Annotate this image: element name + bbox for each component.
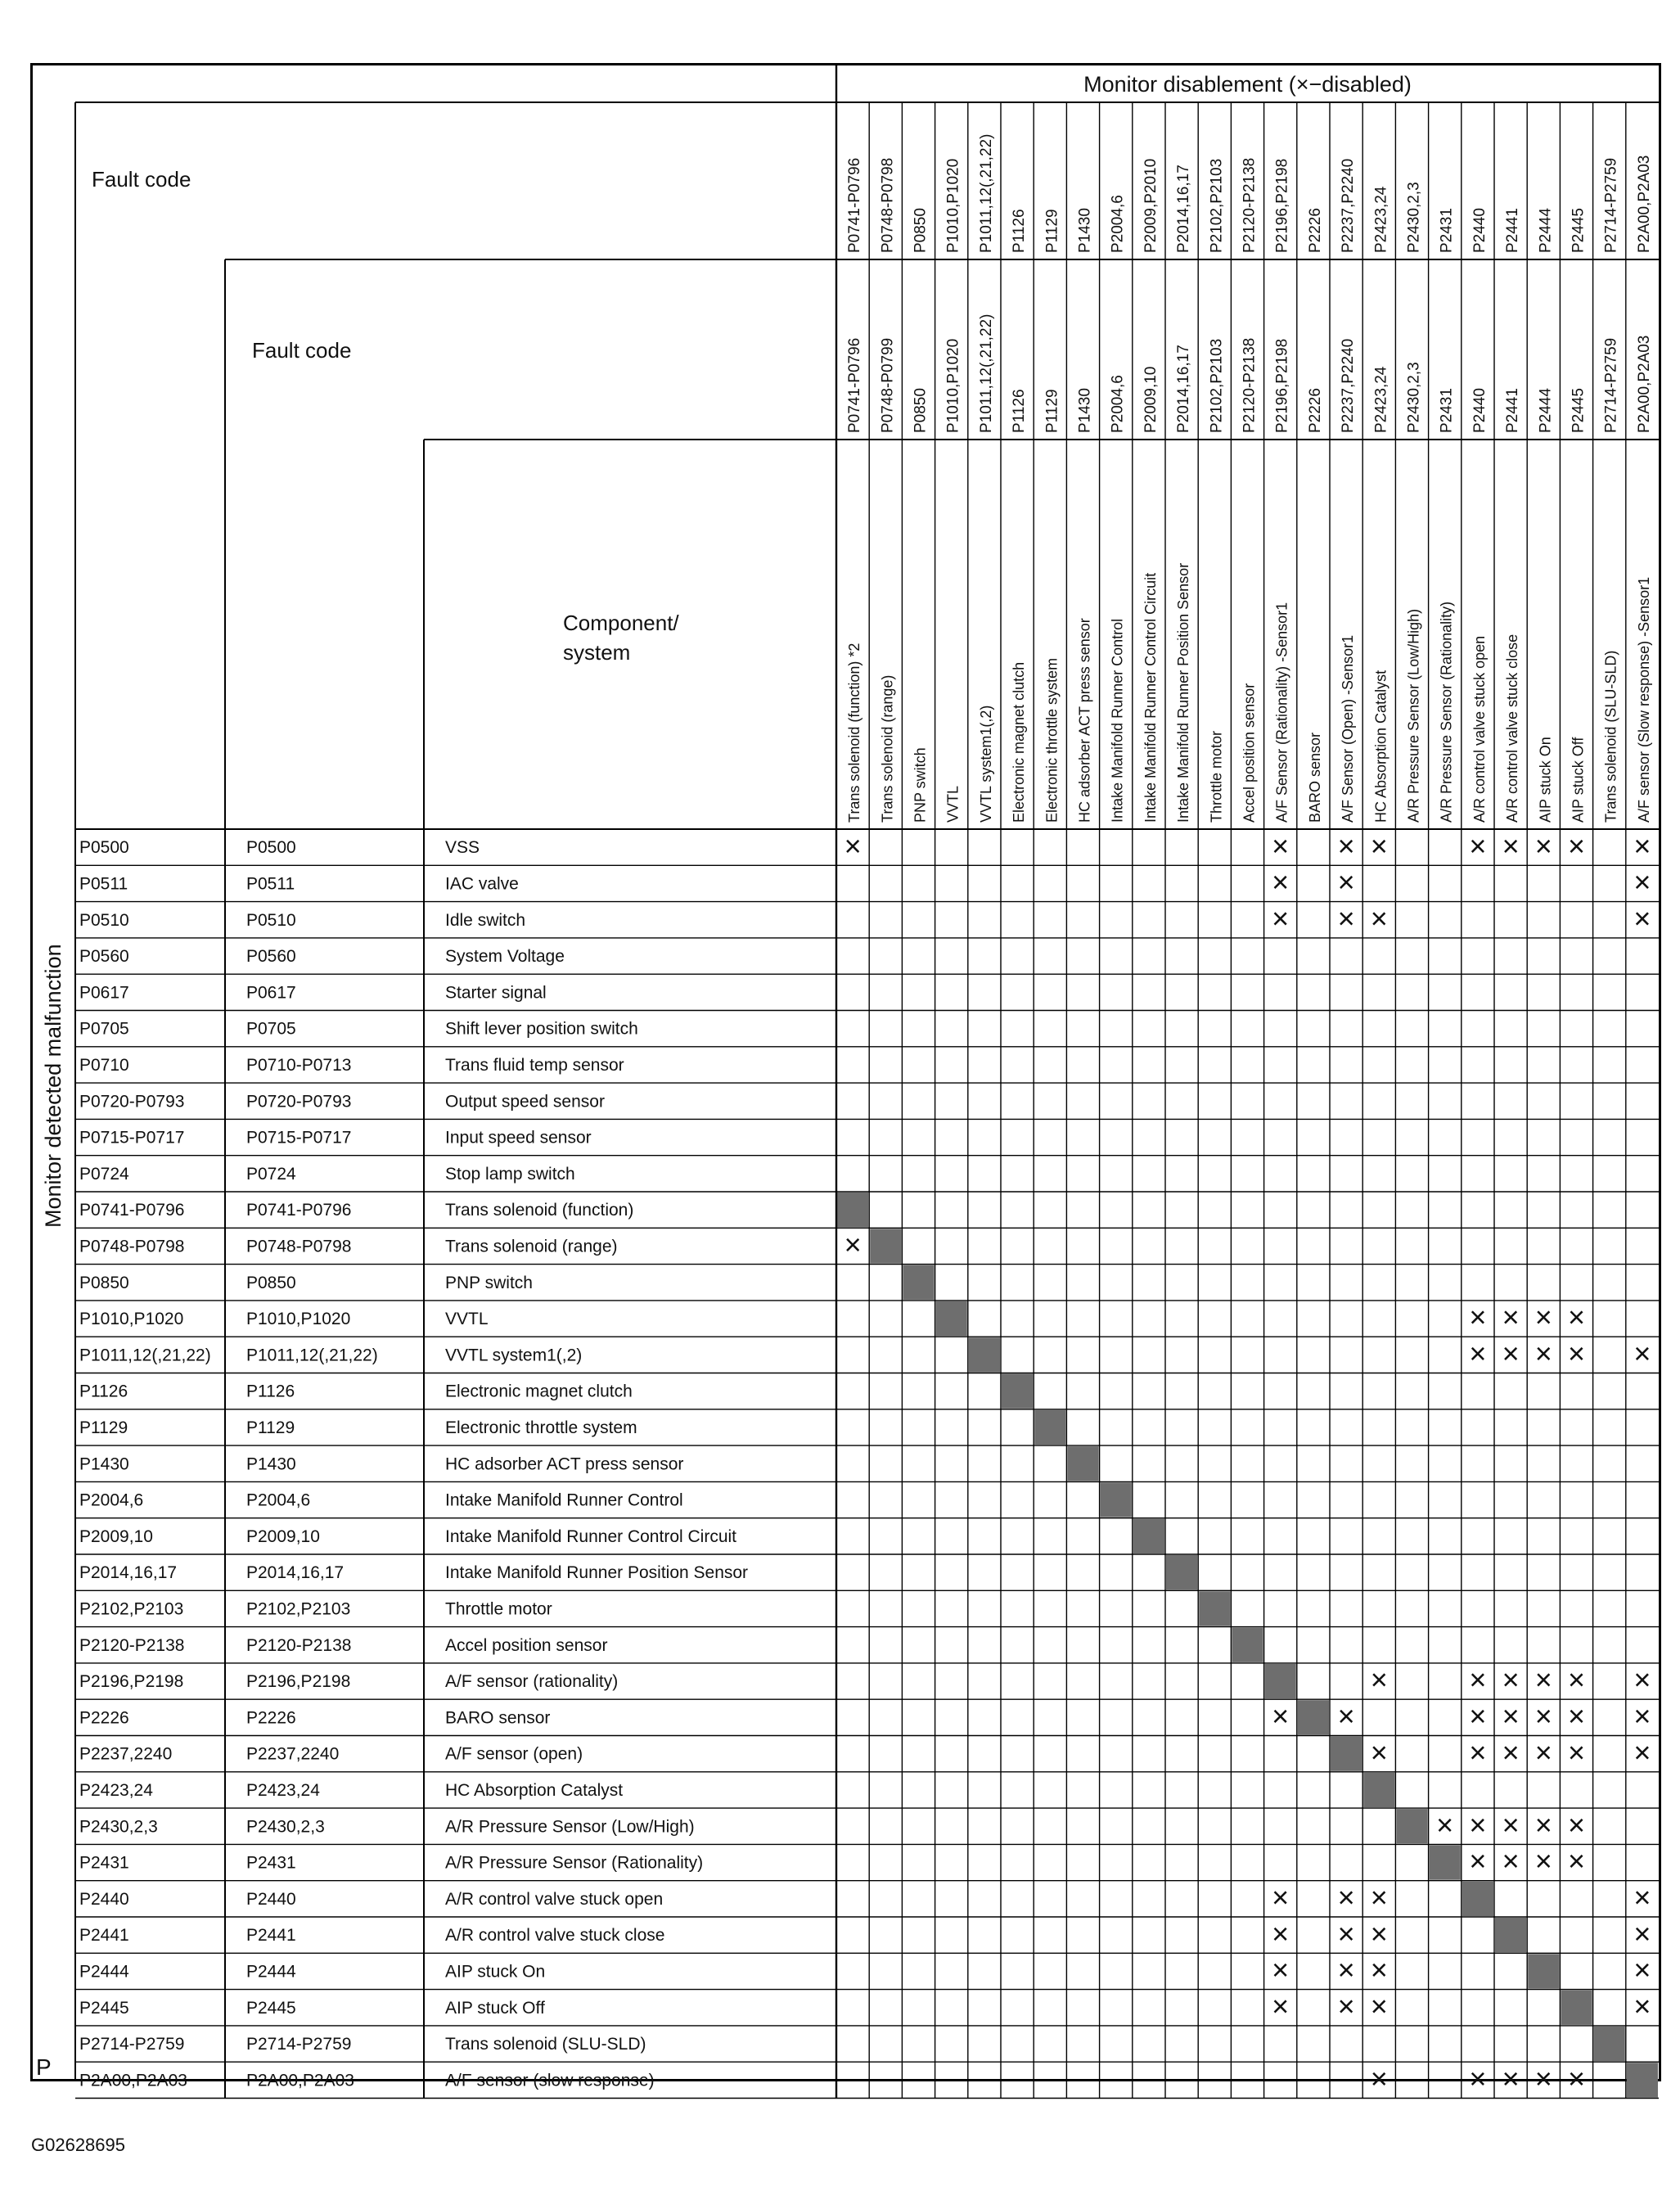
column-code-outer: P2423,24: [1372, 186, 1390, 253]
shaded-diagonal-cell: [1528, 1954, 1559, 1988]
shaded-diagonal-cell: [1331, 1737, 1362, 1771]
row-fault-code: P2102,P2103: [79, 1599, 184, 1619]
column-code-inner: P1129: [1043, 389, 1061, 433]
row-component: Input speed sensor: [445, 1128, 592, 1148]
shaded-diagonal-cell: [1495, 1918, 1526, 1952]
row-component: VSS: [445, 838, 480, 858]
column-code-inner: P1010,P1020: [944, 338, 962, 433]
fault-code-header-outer: Fault code: [92, 167, 191, 192]
disabled-mark: ×: [1502, 1300, 1520, 1334]
disabled-mark: ×: [1337, 828, 1355, 863]
row-component: A/F sensor (rationality): [445, 1672, 619, 1692]
disabled-mark: ×: [1534, 1336, 1552, 1370]
column-component-label: Trans solenoid (range): [879, 674, 896, 823]
disabled-mark: ×: [1272, 828, 1290, 863]
disabled-mark: ×: [1469, 1807, 1487, 1842]
disabled-mark: ×: [1502, 1735, 1520, 1770]
row-fault-code-inner: P2004,6: [246, 1490, 311, 1510]
shaded-diagonal-cell: [1396, 1809, 1427, 1843]
row-fault-code-inner: P2430,2,3: [246, 1817, 325, 1837]
disabled-mark: ×: [1633, 1336, 1651, 1370]
disabled-mark: ×: [1502, 2061, 1520, 2095]
shaded-diagonal-cell: [1298, 1700, 1329, 1734]
shaded-diagonal-cell: [1430, 1845, 1461, 1879]
row-component: HC Absorption Catalyst: [445, 1781, 624, 1801]
row-fault-code-inner: P2009,10: [246, 1526, 320, 1546]
column-code-outer: P2441: [1504, 208, 1522, 253]
disabled-mark: ×: [1370, 1880, 1388, 1914]
row-component: IAC valve: [445, 874, 519, 894]
row-fault-code: P2441: [79, 1926, 129, 1946]
column-code-outer: P2A00,P2A03: [1635, 155, 1653, 253]
column-component-label: Electronic throttle system: [1043, 657, 1061, 823]
row-fault-code-inner: P2445: [246, 1998, 296, 2018]
row-component: HC adsorber ACT press sensor: [445, 1454, 684, 1474]
row-fault-code-inner: P2714-P2759: [246, 2035, 352, 2054]
disabled-mark: ×: [1534, 1735, 1552, 1770]
column-component-label: Accel position sensor: [1241, 683, 1258, 823]
column-code-inner: P2004,6: [1109, 375, 1127, 433]
column-code-outer: P2120-P2138: [1241, 157, 1259, 253]
figure-id: G02628695: [31, 2135, 125, 2155]
shaded-diagonal-cell: [837, 1193, 868, 1227]
disabled-mark: ×: [1567, 1807, 1586, 1842]
row-fault-code: P2004,6: [79, 1490, 144, 1510]
row-fault-code-inner: P0500: [246, 838, 296, 858]
row-fault-code-inner: P0850: [246, 1273, 296, 1292]
column-code-outer: P0741-P0796: [846, 157, 864, 253]
row-component: A/F sensor (slow response): [445, 2071, 655, 2090]
disabled-mark: ×: [1567, 1300, 1586, 1334]
column-code-inner: P2196,P2198: [1273, 338, 1291, 433]
row-component: A/R Pressure Sensor (Low/High): [445, 1817, 695, 1837]
disabled-mark: ×: [1567, 1735, 1586, 1770]
monitor-disablement-title: Monitor disablement (×−disabled): [1083, 72, 1412, 97]
column-component-label: Intake Manifold Runner Control: [1109, 618, 1126, 823]
disabled-mark: ×: [1370, 828, 1388, 863]
column-code-outer: P2431: [1438, 208, 1456, 253]
column-code-outer: P2102,P2103: [1208, 158, 1226, 253]
disabled-mark: ×: [1567, 1336, 1586, 1370]
disabled-mark: ×: [1633, 1698, 1651, 1733]
row-fault-code: P0617: [79, 983, 129, 1003]
disabled-mark: ×: [1337, 1989, 1355, 2023]
disabled-mark: ×: [1633, 865, 1651, 900]
row-fault-code-inner: P0617: [246, 983, 296, 1003]
column-code-inner: P2423,24: [1372, 366, 1390, 433]
row-fault-code: P2430,2,3: [79, 1817, 158, 1837]
column-code-inner: P1430: [1076, 388, 1094, 433]
row-component: A/R control valve stuck close: [445, 1926, 665, 1946]
fault-code-header-inner: Fault code: [252, 338, 352, 363]
shaded-diagonal-cell: [1034, 1410, 1065, 1445]
disabled-mark: ×: [1567, 1698, 1586, 1733]
disabled-mark: ×: [1469, 828, 1487, 863]
row-fault-code: P2120-P2138: [79, 1635, 185, 1655]
row-fault-code-inner: P1011,12(,21,22): [246, 1346, 378, 1365]
disabled-mark: ×: [1370, 1662, 1388, 1697]
row-fault-code: P0715-P0717: [79, 1128, 185, 1148]
row-component: Trans solenoid (SLU-SLD): [445, 2035, 646, 2054]
row-fault-code-inner: P2120-P2138: [246, 1635, 352, 1655]
column-code-outer: P1126: [1011, 209, 1029, 253]
shaded-diagonal-cell: [969, 1337, 1000, 1372]
row-fault-code: P2431: [79, 1853, 129, 1873]
shaded-diagonal-cell: [903, 1265, 934, 1300]
disabled-mark: ×: [1534, 2061, 1552, 2095]
row-component: Accel position sensor: [445, 1635, 608, 1655]
row-fault-code: P2226: [79, 1708, 129, 1728]
row-fault-code-inner: P1129: [246, 1418, 295, 1438]
disabled-mark: ×: [1502, 1336, 1520, 1370]
disabled-mark: ×: [1502, 1698, 1520, 1733]
disabled-mark: ×: [1272, 1989, 1290, 2023]
row-component: Idle switch: [445, 910, 526, 930]
shaded-diagonal-cell: [1561, 1991, 1592, 2025]
disabled-mark: ×: [1337, 1916, 1355, 1950]
row-fault-code: P0705: [79, 1019, 129, 1039]
row-fault-code-inner: P0724: [246, 1164, 296, 1184]
row-component: Stop lamp switch: [445, 1164, 575, 1184]
disabled-mark: ×: [1469, 1662, 1487, 1697]
row-fault-code: P2014,16,17: [79, 1563, 178, 1583]
disabled-mark: ×: [1633, 1989, 1651, 2023]
disabled-mark: ×: [1567, 828, 1586, 863]
row-fault-code: P2237,2240: [79, 1744, 173, 1764]
row-fault-code: P2423,24: [79, 1781, 153, 1801]
row-component: Trans fluid temp sensor: [445, 1056, 624, 1075]
disabled-mark: ×: [1272, 865, 1290, 900]
column-component-label: A/F Sensor (Rationality) -Sensor1: [1273, 602, 1290, 823]
row-fault-code: P1129: [79, 1418, 128, 1438]
column-code-outer: P1010,P1020: [944, 158, 962, 253]
disabled-mark: ×: [1272, 1698, 1290, 1733]
column-component-label: Trans solenoid (SLU-SLD): [1602, 650, 1619, 823]
disabled-mark: ×: [1469, 1844, 1487, 1878]
row-fault-code: P0710: [79, 1056, 129, 1075]
row-fault-code-inner: P1126: [246, 1382, 295, 1401]
column-code-outer: P2196,P2198: [1273, 158, 1291, 253]
disabled-mark: ×: [1337, 901, 1355, 936]
row-component: Trans solenoid (range): [445, 1237, 618, 1256]
disabled-mark: ×: [1633, 1880, 1651, 1914]
column-component-label: A/R Pressure Sensor (Low/High): [1405, 608, 1422, 823]
column-component-label: AIP stuck On: [1537, 737, 1554, 823]
row-fault-code: P2714-P2759: [79, 2035, 185, 2054]
row-component: Trans solenoid (function): [445, 1201, 634, 1220]
column-component-label: BARO sensor: [1306, 732, 1323, 823]
column-code-outer: P2444: [1537, 208, 1555, 253]
row-component: AIP stuck Off: [445, 1998, 545, 2018]
shaded-diagonal-cell: [870, 1229, 901, 1263]
column-code-outer: P2430,2,3: [1405, 182, 1423, 253]
column-component-label: A/R Pressure Sensor (Rationality): [1438, 601, 1455, 823]
disabled-mark: ×: [1502, 1844, 1520, 1878]
row-fault-code-inner: P2441: [246, 1926, 296, 1946]
row-component: System Voltage: [445, 947, 565, 967]
row-fault-code-inner: P0705: [246, 1019, 296, 1039]
column-code-inner: P2714-P2759: [1602, 337, 1620, 433]
row-component: Shift lever position switch: [445, 1019, 638, 1039]
disabled-mark: ×: [1534, 1844, 1552, 1878]
disabled-mark: ×: [1370, 901, 1388, 936]
column-code-outer: P2014,16,17: [1175, 165, 1193, 253]
disabled-mark: ×: [1633, 901, 1651, 936]
column-component-label: PNP switch: [912, 747, 929, 823]
row-component: PNP switch: [445, 1273, 533, 1292]
disabled-mark: ×: [1633, 1916, 1651, 1950]
disabled-mark: ×: [1502, 1807, 1520, 1842]
disabled-mark: ×: [1534, 1300, 1552, 1334]
column-component-label: Intake Manifold Runner Control Circuit: [1142, 572, 1159, 823]
disabled-mark: ×: [1272, 1916, 1290, 1950]
disabled-mark: ×: [1502, 1662, 1520, 1697]
disabled-mark: ×: [1370, 2061, 1388, 2095]
column-code-outer: P2440: [1471, 208, 1489, 253]
disabled-mark: ×: [1633, 1735, 1651, 1770]
component-system-header: Component/: [563, 611, 679, 635]
row-component: Output speed sensor: [445, 1092, 605, 1112]
shaded-diagonal-cell: [936, 1301, 967, 1336]
column-code-outer: P2004,6: [1109, 195, 1127, 253]
column-code-inner: P2440: [1471, 388, 1489, 433]
shaded-diagonal-cell: [1462, 1882, 1493, 1916]
disabled-mark: ×: [1469, 1300, 1487, 1334]
row-fault-code-inner: P2A00,P2A03: [246, 2071, 354, 2090]
row-component: AIP stuck On: [445, 1962, 546, 1982]
corner-letter: P: [36, 2054, 52, 2080]
row-fault-code-inner: P0510: [246, 910, 296, 930]
row-fault-code: P0741-P0796: [79, 1201, 185, 1220]
shaded-diagonal-cell: [1133, 1519, 1164, 1553]
column-code-outer: P2009,P2010: [1142, 158, 1160, 253]
column-component-label: VVTL system1(,2): [977, 705, 994, 823]
column-code-outer: P1129: [1043, 209, 1061, 253]
disabled-mark: ×: [1436, 1807, 1454, 1842]
row-fault-code-inner: P2196,P2198: [246, 1672, 351, 1692]
column-component-label: A/R control valve stuck open: [1471, 635, 1488, 823]
disabled-mark: ×: [1272, 1953, 1290, 1987]
row-fault-code-inner: P0715-P0717: [246, 1128, 352, 1148]
column-code-inner: P1126: [1011, 389, 1029, 433]
row-component: VVTL: [445, 1310, 489, 1329]
column-code-inner: P2445: [1570, 388, 1588, 433]
column-component-label: HC Absorption Catalyst: [1372, 670, 1389, 823]
row-fault-code-inner: P1010,P1020: [246, 1310, 351, 1329]
row-component: Throttle motor: [445, 1599, 552, 1619]
row-fault-code-inner: P2226: [246, 1708, 296, 1728]
shaded-diagonal-cell: [1594, 2027, 1625, 2061]
disabled-mark: ×: [1633, 1662, 1651, 1697]
column-component-label: AIP stuck Off: [1570, 737, 1587, 823]
row-fault-code: P1430: [79, 1454, 129, 1474]
column-component-label: Electronic magnet clutch: [1011, 661, 1028, 823]
column-component-label: A/R control valve stuck close: [1504, 634, 1521, 823]
row-fault-code: P0748-P0798: [79, 1237, 185, 1256]
column-code-outer: P2237,P2240: [1340, 158, 1358, 253]
row-fault-code: P0510: [79, 910, 129, 930]
shaded-diagonal-cell: [1166, 1555, 1197, 1589]
column-code-inner: P2430,2,3: [1405, 362, 1423, 433]
column-code-inner: P2102,P2103: [1208, 338, 1226, 433]
row-fault-code-inner: P2423,24: [246, 1781, 320, 1801]
disabled-mark: ×: [1567, 2061, 1586, 2095]
row-fault-code: P0720-P0793: [79, 1092, 185, 1112]
shaded-diagonal-cell: [1067, 1446, 1098, 1481]
column-code-inner: P1011,12(,21,22): [977, 313, 995, 433]
shaded-diagonal-cell: [1363, 1773, 1394, 1807]
column-component-label: Throttle motor: [1208, 730, 1225, 823]
disabled-mark: ×: [1370, 1735, 1388, 1770]
row-fault-code-inner: P0748-P0798: [246, 1237, 352, 1256]
row-fault-code-inner: P2431: [246, 1853, 296, 1873]
disabled-mark: ×: [1469, 2061, 1487, 2095]
disabled-mark: ×: [1534, 828, 1552, 863]
column-code-inner: P2441: [1504, 388, 1522, 433]
row-component: A/F sensor (open): [445, 1744, 583, 1764]
row-fault-code: P0724: [79, 1164, 129, 1184]
shaded-diagonal-cell: [1232, 1628, 1263, 1662]
disabled-mark: ×: [1469, 1735, 1487, 1770]
column-component-label: VVTL: [944, 785, 962, 823]
disabled-mark: ×: [1469, 1698, 1487, 1733]
column-component-label: Intake Manifold Runner Position Sensor: [1175, 562, 1192, 823]
row-fault-code: P0500: [79, 838, 129, 858]
row-fault-code: P2009,10: [79, 1526, 153, 1546]
disabled-mark: ×: [1272, 1880, 1290, 1914]
column-component-label: A/F Sensor (Open) -Sensor1: [1340, 634, 1357, 823]
row-component: Starter signal: [445, 983, 547, 1003]
row-fault-code: P2196,P2198: [79, 1672, 184, 1692]
row-fault-code: P2445: [79, 1998, 129, 2018]
disabled-mark: ×: [844, 828, 862, 863]
shaded-diagonal-cell: [1265, 1664, 1296, 1698]
disabled-mark: ×: [1469, 1336, 1487, 1370]
row-fault-code: P1010,P1020: [79, 1310, 184, 1329]
disabled-mark: ×: [1534, 1698, 1552, 1733]
column-code-inner: P2A00,P2A03: [1635, 335, 1653, 433]
column-code-inner: P0850: [912, 388, 930, 433]
column-code-inner: P2444: [1537, 388, 1555, 433]
disabled-mark: ×: [844, 1228, 862, 1262]
shaded-diagonal-cell: [1627, 2063, 1658, 2097]
disabled-mark: ×: [1337, 865, 1355, 900]
column-code-outer: P1011,12(,21,22): [977, 133, 995, 253]
disabled-mark: ×: [1370, 1916, 1388, 1950]
column-component-label: HC adsorber ACT press sensor: [1076, 618, 1093, 823]
disabled-mark: ×: [1567, 1662, 1586, 1697]
row-component: Electronic throttle system: [445, 1418, 637, 1438]
row-fault-code-inner: P1430: [246, 1454, 296, 1474]
row-fault-code: P1011,12(,21,22): [79, 1346, 211, 1365]
row-component: Electronic magnet clutch: [445, 1382, 633, 1401]
row-component: BARO sensor: [445, 1708, 551, 1728]
column-code-outer: P2445: [1570, 208, 1588, 253]
column-component-label: Trans solenoid (function) *2: [846, 643, 863, 823]
disabled-mark: ×: [1502, 828, 1520, 863]
disabled-mark: ×: [1337, 1880, 1355, 1914]
row-fault-code: P0511: [79, 874, 128, 894]
disabled-mark: ×: [1272, 901, 1290, 936]
row-component: A/R Pressure Sensor (Rationality): [445, 1853, 704, 1873]
row-fault-code: P2A00,P2A03: [79, 2071, 187, 2090]
row-fault-code-inner: P0710-P0713: [246, 1056, 352, 1075]
column-code-outer: P0850: [912, 208, 930, 253]
row-fault-code: P0560: [79, 947, 129, 967]
row-fault-code: P0850: [79, 1273, 129, 1292]
column-code-inner: P0741-P0796: [846, 337, 864, 433]
row-fault-code-inner: P2440: [246, 1889, 296, 1909]
column-code-inner: P2237,P2240: [1340, 338, 1358, 433]
column-code-outer: P2226: [1306, 208, 1324, 253]
disabled-mark: ×: [1633, 1953, 1651, 1987]
row-fault-code-inner: P0560: [246, 947, 296, 967]
shaded-diagonal-cell: [1002, 1374, 1033, 1409]
row-fault-code: P2444: [79, 1962, 129, 1982]
column-code-outer: P2714-P2759: [1602, 157, 1620, 253]
side-label-monitor-detected: Monitor detected malfunction: [41, 944, 65, 1228]
disabled-mark: ×: [1633, 828, 1651, 863]
disabled-mark: ×: [1534, 1807, 1552, 1842]
column-code-outer: P0748-P0798: [879, 157, 897, 253]
disabled-mark: ×: [1534, 1662, 1552, 1697]
column-code-inner: P2009,10: [1142, 366, 1160, 433]
row-fault-code-inner: P2102,P2103: [246, 1599, 351, 1619]
disabled-mark: ×: [1370, 1953, 1388, 1987]
row-fault-code: P2440: [79, 1889, 129, 1909]
row-component: Intake Manifold Runner Control Circuit: [445, 1526, 736, 1546]
column-code-outer: P1430: [1076, 208, 1094, 253]
disabled-mark: ×: [1567, 1844, 1586, 1878]
row-fault-code-inner: P2014,16,17: [246, 1563, 345, 1583]
column-component-label: A/F sensor (Slow response) -Sensor1: [1635, 576, 1652, 823]
row-fault-code: P1126: [79, 1382, 128, 1401]
shaded-diagonal-cell: [1101, 1482, 1132, 1517]
row-component: A/R control valve stuck open: [445, 1889, 664, 1909]
column-code-inner: P0748-P0799: [879, 337, 897, 433]
shaded-diagonal-cell: [1199, 1591, 1230, 1626]
row-fault-code-inner: P0720-P0793: [246, 1092, 352, 1112]
column-code-inner: P2226: [1306, 388, 1324, 433]
disabled-mark: ×: [1337, 1953, 1355, 1987]
row-fault-code-inner: P2237,2240: [246, 1744, 340, 1764]
row-component: VVTL system1(,2): [445, 1346, 583, 1365]
row-component: Intake Manifold Runner Control: [445, 1490, 683, 1510]
disabled-mark: ×: [1337, 1698, 1355, 1733]
column-code-inner: P2431: [1438, 388, 1456, 433]
component-system-header: system: [563, 640, 631, 665]
column-code-inner: P2120-P2138: [1241, 337, 1259, 433]
row-fault-code-inner: P0511: [246, 874, 295, 894]
row-fault-code-inner: P2444: [246, 1962, 296, 1982]
row-fault-code-inner: P0741-P0796: [246, 1201, 352, 1220]
row-component: Intake Manifold Runner Position Sensor: [445, 1563, 749, 1583]
disabled-mark: ×: [1370, 1989, 1388, 2023]
column-code-inner: P2014,16,17: [1175, 345, 1193, 433]
